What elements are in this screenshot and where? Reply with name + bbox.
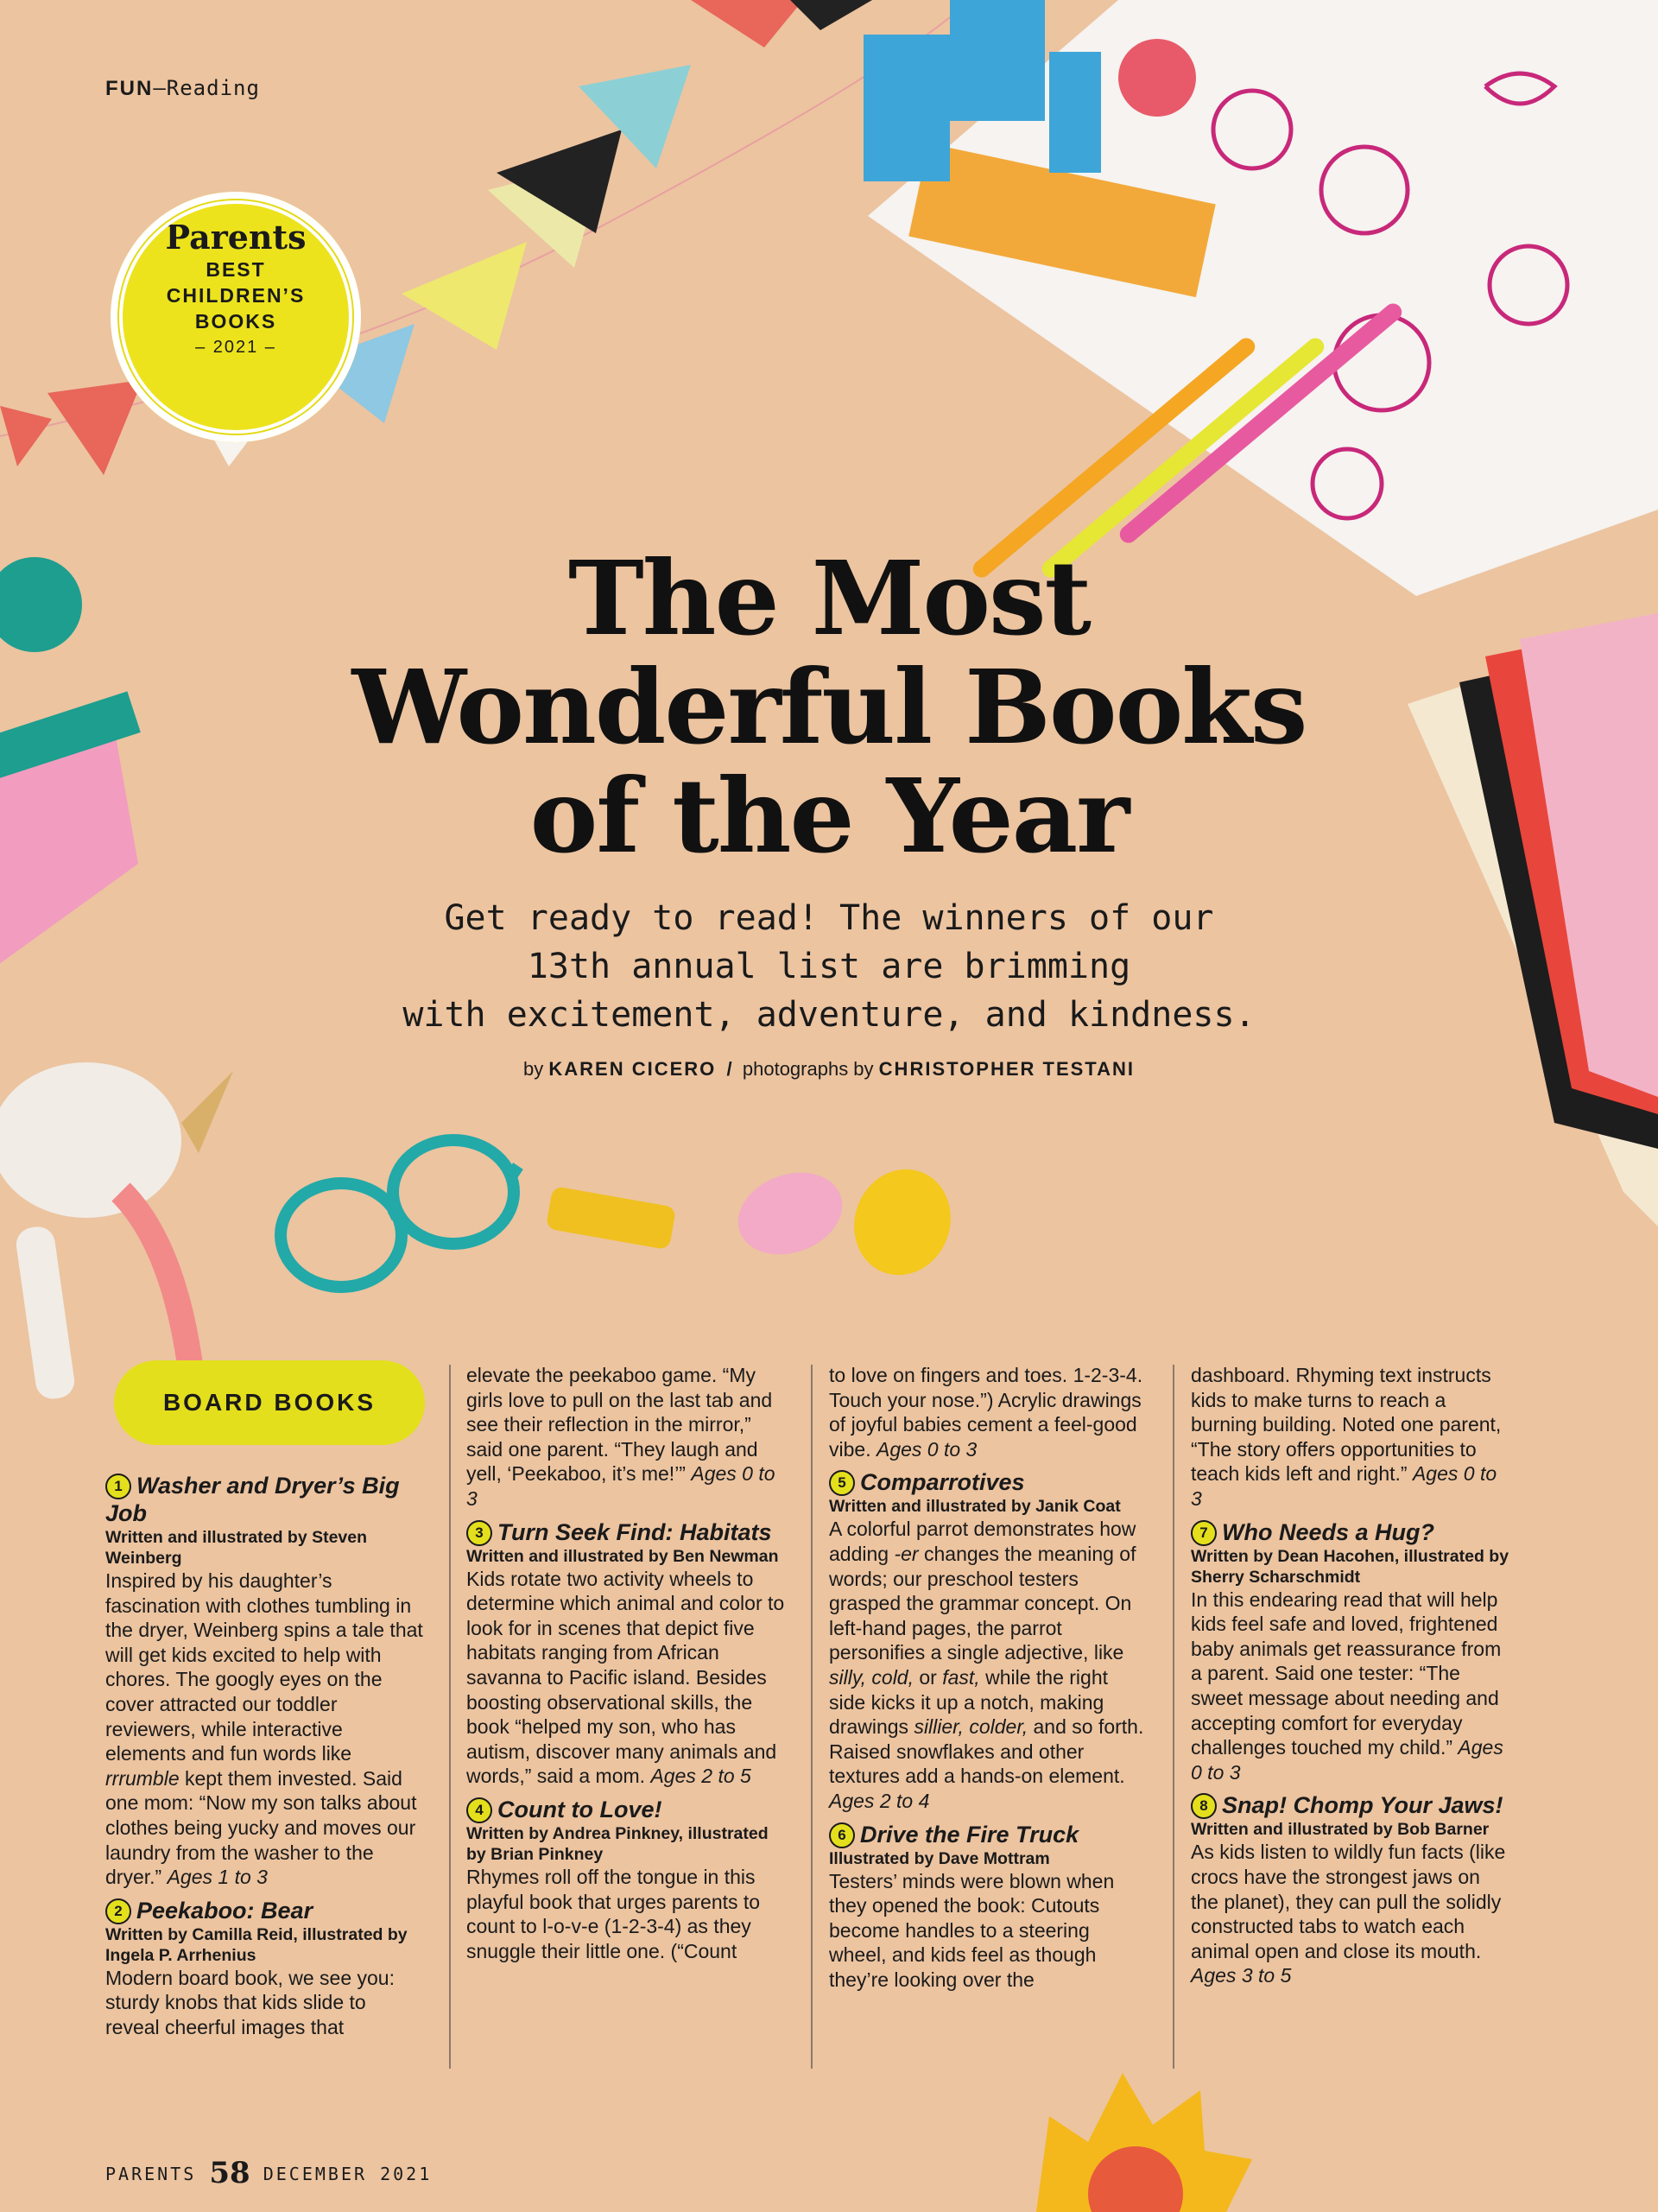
entry-number: 2: [105, 1898, 131, 1924]
entry-number: 8: [1191, 1793, 1217, 1819]
award-badge: [111, 192, 361, 442]
headline-line: of the Year: [529, 756, 1129, 876]
entry-title-text: Comparrotives: [860, 1469, 1025, 1496]
entry-body: to love on fingers and toes. 1-2-3-4. Touch your nose.”) Acrylic drawings of joyful babies cement a feel-good vibe. Ages 0 to 3: [829, 1364, 1143, 1461]
entry-credit: Written by Camilla Reid, illustrated by Ingela P. Arrhenius: [105, 1924, 408, 1965]
entry-ages: Ages 1 to 3: [167, 1866, 268, 1889]
entry-number: 1: [105, 1474, 131, 1499]
bunting-flag: [47, 380, 142, 475]
entry-ages: Ages 0 to 3: [1191, 1736, 1503, 1784]
folio-issue: DECEMBER 2021: [263, 2164, 433, 2184]
folio-page-number: 58: [209, 2156, 250, 2190]
entry-credit: Written and illustrated by Janik Coat: [829, 1497, 1121, 1517]
entry-title-text: Snap! Chomp Your Jaws!: [1222, 1792, 1503, 1819]
entry-ages: Ages 2 to 4: [829, 1789, 930, 1812]
section-name: FUN: [105, 77, 154, 100]
entry-title-text: Turn Seek Find: Habitats: [497, 1518, 772, 1545]
dek-line: Get ready to read! The winners of our: [444, 898, 1214, 938]
toy-robot: [864, 35, 950, 181]
headline-line: The Most: [567, 538, 1091, 658]
category-pill: BOARD BOOKS: [114, 1360, 425, 1445]
entry-credit: Written and illustrated by Ben Newman: [466, 1546, 779, 1566]
column-divider: [811, 1365, 813, 2069]
entry-number: 4: [466, 1797, 492, 1823]
entry-title-text: Drive the Fire Truck: [860, 1821, 1079, 1848]
entry-title: [829, 1821, 1149, 1848]
entry-number: 3: [466, 1520, 492, 1546]
entry-number: 5: [829, 1470, 855, 1496]
bunting-flag: [402, 242, 527, 350]
folio-magazine: PARENTS: [105, 2164, 197, 2184]
entry-title-text: Peekaboo: Bear: [136, 1897, 313, 1924]
toy-school-bus: [546, 1186, 676, 1250]
entry-title: [105, 1897, 425, 1924]
entry-ages: Ages 0 to 3: [466, 1462, 775, 1510]
badge-year: – 2021 –: [195, 338, 276, 357]
entry-body: As kids listen to wildly fun facts (like crocs have the strongest jaws on the planet), they can pull the solidly constructed tabs to watch each animal open and close its mouth. Ages 3 to 5: [1191, 1841, 1506, 1987]
column-2: [466, 1363, 786, 1963]
byline: [0, 1058, 1658, 1081]
entry-ages: Ages 2 to 5: [650, 1765, 751, 1788]
entry-title: [105, 1472, 425, 1527]
entry-credit: Written and illustrated by Bob Barner: [1191, 1820, 1490, 1840]
entry-body: Inspired by his daughter’s fascination with clothes tumbling in the dryer, Weinberg spins a tale that will get kids excited to help with chores. The googly eyes on the cover attracted our toddler reviewers, while interactive elements and fun words like rrrumble kept them invested. Said one mom: “Now my son talks about clothes being yucky and moves our laundry from the washer to the dryer.” Ages 1 to 3: [105, 1569, 423, 1889]
headline-line: Wonderful Books: [351, 647, 1307, 767]
entry-body: Testers’ minds were blown when they opened the book: Cutouts become handles to a steering wheel, and kids feel as though they’re looking over the: [829, 1869, 1115, 1991]
badge-line: CHILDREN’S: [166, 284, 306, 307]
column-4: [1191, 1363, 1510, 1988]
dek-line: with excitement, adventure, and kindness.: [402, 995, 1256, 1035]
bunting-flag: [0, 406, 52, 466]
column-divider: [1173, 1365, 1174, 2069]
entry-number: 6: [829, 1822, 855, 1848]
column-3: [829, 1363, 1149, 1992]
byline-author: KAREN CICERO: [548, 1058, 717, 1080]
entry-body: Rhymes roll off the tongue in this playful book that urges parents to count to l-o-v-e (1-2-3-4) as they snuggle their little one. (“Count: [466, 1865, 761, 1962]
entry-title: [1191, 1791, 1510, 1819]
entry-title-text: Who Needs a Hug?: [1222, 1518, 1435, 1545]
byline-separator: /: [726, 1058, 732, 1080]
column-1: [105, 1468, 425, 2040]
entry-title: [829, 1468, 1149, 1496]
bunting-flag: [786, 0, 872, 30]
entry-credit: Illustrated by Dave Mottram: [829, 1848, 1050, 1868]
entry-title: [466, 1518, 786, 1546]
byline-photographer: CHRISTOPHER TESTANI: [878, 1058, 1135, 1080]
entry-ages: Ages 0 to 3: [1191, 1462, 1497, 1510]
entry-body: elevate the peekaboo game. “My girls love to pull on the last tab and see their reflection in the mirror,” said one parent. “They laugh and yell, ‘Peekaboo, it’s me!’” Ages 0 to 3: [466, 1364, 775, 1510]
glasses: [281, 1140, 518, 1287]
column-divider: [449, 1365, 451, 2069]
badge-line: BEST: [206, 258, 266, 281]
entry-credit: Written by Andrea Pinkney, illustrated by Brian Pinkney: [466, 1823, 769, 1864]
entry-number: 7: [1191, 1520, 1217, 1546]
toy-car-pink: [726, 1159, 853, 1269]
toy-car-yellow: [839, 1156, 965, 1289]
folio: [105, 2156, 432, 2190]
entry-ages: Ages 3 to 5: [1191, 1964, 1292, 1987]
entry-ages: Ages 0 to 3: [876, 1437, 978, 1461]
badge-brand: Parents: [165, 218, 307, 257]
entry-body: In this endearing read that will help kids feel safe and loved, frightened baby animals get reassurance from a parent. Said one tester: “The sweet message about needing and accepting comfort for everyday challenges touched my child.” Ages 0 to 3: [1191, 1588, 1503, 1784]
headline: [0, 538, 1658, 876]
bunting-flag: [691, 0, 803, 48]
section-label: FUN—Reading: [105, 76, 260, 100]
byline-by: by: [523, 1058, 544, 1080]
dek: [0, 894, 1658, 1039]
entry-body: A colorful parrot demonstrates how adding -er changes the meaning of words; our preschool testers grasped the grammar concept. On left-hand pages, the parrot personifies a single adjective, like silly, cold, or fast, while the right side kicks it up a notch, making drawings sillier, colder, and so forth. Raised snowflakes and other textures add a hands-on element. Ages 2 to 4: [829, 1518, 1144, 1812]
entry-credit: Written by Dean Hacohen, illustrated by Sherry Scharschmidt: [1191, 1546, 1509, 1587]
entry-title: [1191, 1518, 1510, 1546]
entry-title: [466, 1796, 786, 1823]
unicorn-plush: [0, 1062, 181, 1218]
entry-body: Kids rotate two activity wheels to determine which animal and color to look for in scenes that depict five habitats ranging from African savanna to Pacific island. Besides boosting observational skills, the book “helped my son, who has autism, discover many animals and words,” said a mom. Ages 2 to 5: [466, 1567, 785, 1788]
badge-line: BOOKS: [194, 310, 277, 333]
subsection-name: Reading: [166, 76, 260, 100]
entry-credit: Written and illustrated by Steven Weinberg: [105, 1528, 368, 1568]
entry-title-text: Count to Love!: [497, 1796, 662, 1822]
entry-title-text: Washer and Dryer’s Big Job: [105, 1473, 400, 1526]
dek-line: 13th annual list are brimming: [527, 947, 1131, 986]
entry-body: dashboard. Rhyming text instructs kids to make turns to reach a burning building. Noted one parent, “The story offers opportunities to teach kids left and right.” Ages 0 to 3: [1191, 1364, 1502, 1510]
entry-body: Modern board book, we see you: sturdy knobs that kids slide to reveal cheerful images that: [105, 1966, 395, 2038]
badge-ring: [119, 200, 352, 434]
byline-photos: photographs by: [742, 1058, 874, 1080]
